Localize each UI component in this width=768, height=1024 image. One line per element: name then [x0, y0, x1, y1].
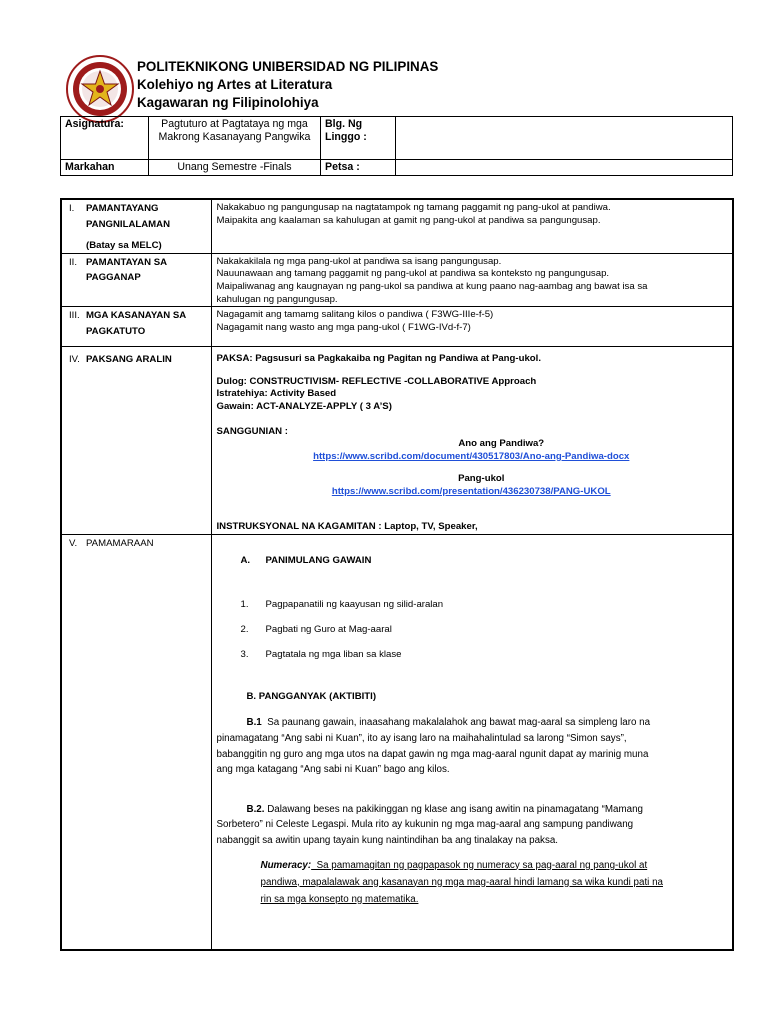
reference-title: Ano ang Pandiwa?	[458, 438, 545, 450]
reference-link[interactable]: https://www.scribd.com/document/430517803/Ano-ang-Pandiwa-docx	[313, 450, 630, 462]
section-number: IV.	[69, 354, 80, 366]
department-name: Kagawaran ng Filipinolohiya	[137, 95, 319, 110]
list-number: 2.	[240, 623, 249, 635]
list-number: 1.	[240, 598, 249, 610]
numeracy-line: Sa pamamagitan ng pagpapasok ng numeracy sa pag-aaral ng pang-ukol at	[311, 859, 648, 871]
b2-paragraph	[217, 802, 727, 849]
section-label-cell	[61, 253, 211, 306]
section-content	[211, 199, 733, 253]
content-line: Maipaliwanag ang kaugnayan ng pang-ukol sa pandiwa at kung paano nag-aambag ang bawat isa sa	[216, 280, 648, 292]
sanggunian-heading: SANGGUNIAN :	[216, 425, 288, 437]
section-label-cell	[61, 347, 211, 535]
b1-line: pinamagatang “Ang sabi ni Kuan”, ito ay isang laro na maihahalintulad sa larong “Simon says”,	[216, 732, 627, 744]
markahan-value: Unang Semestre -Finals	[149, 160, 321, 176]
b2-line: Dalawang beses na pakikinggan ng klase ang isang awitin na pinamagatang “Mamang	[264, 803, 643, 815]
section-title: PAMAMARAAN	[86, 538, 154, 550]
kagamitan-text: INSTRUKSYONAL NA KAGAMITAN : Laptop, TV, Speaker,	[216, 520, 478, 532]
b1-line: ang mga katagang “Ang sabi ni Kuan” bago ang kilos.	[216, 764, 450, 776]
istratehiya-text: Istratehiya: Activity Based	[216, 388, 337, 400]
section-note: (Batay sa MELC)	[86, 240, 162, 252]
list-number: 3.	[240, 648, 249, 660]
section-number: I.	[69, 203, 75, 214]
subsection-letter: A.	[240, 555, 251, 567]
paksa-text: PAKSA: Pagsusuri sa Pagkakaiba ng Pagitan ng Pandiwa at Pang-ukol.	[216, 353, 541, 365]
b1-label: B.1	[246, 717, 262, 729]
content-line: Nagagamit ang tamamg salitang kilos o pandiwa ( F3WG-IIIe-f-5)	[216, 309, 494, 321]
b1-paragraph	[217, 715, 727, 777]
section-title: PAKSANG ARALIN	[86, 354, 172, 366]
asignatura-value: Pagtuturo at Pagtataya ng mga Makrong Kasanayang Pangwika	[149, 117, 321, 160]
section-row-pamamaraan	[61, 535, 733, 950]
numeracy-line: rin sa mga konsepto ng matematika.	[260, 893, 419, 905]
section-number: V.	[69, 538, 78, 550]
section-title-line2: PAGKATUTO	[86, 325, 146, 337]
university-name: POLITEKNIKONG UNIBERSIDAD NG PILIPINAS	[137, 59, 439, 74]
subsection-b-heading: B. PANGGANYAK (AKTIBITI)	[246, 690, 377, 702]
section-number: III.	[69, 310, 80, 322]
b2-label: B.2.	[246, 803, 265, 815]
section-row-mga-kasanayan	[61, 307, 733, 347]
list-item	[217, 623, 727, 636]
numeracy-label: Numeracy:	[260, 859, 312, 871]
section-content	[211, 347, 733, 535]
list-text: Pagtatala ng mga liban sa klase	[265, 648, 402, 660]
numeracy-line: pandiwa, mapalalawak ang kasanayan ng mga mag-aaral hindi lamang sa wika kundi pati na	[260, 876, 663, 888]
b2-line: Sorbetero” ni Celeste Legaspi. Mula rito ay kukunin ng mga mag-aaral ang sampung pandiwang	[216, 819, 634, 831]
section-row-paksang-aralin	[61, 347, 733, 535]
section-title: MGA KASANAYAN SA	[86, 310, 187, 322]
section-label-cell	[61, 199, 211, 253]
section-row-pamantayan-sa-pagganap	[61, 253, 733, 306]
linggo-label: Blg. Ng Linggo :	[321, 117, 396, 160]
b2-line: nabanggit sa awitin upang tayain kung naintindihan ba ang tinalakay na paksa.	[216, 834, 559, 846]
section-label-cell	[61, 307, 211, 347]
content-line: Nakakabuo ng pangungusap na nagtatampok ng tamang paggamit ng pang-ukol at pandiwa.	[216, 202, 611, 213]
section-content	[211, 307, 733, 347]
section-row-pamantayang-pangnilalaman	[61, 199, 733, 253]
content-line: Nakakakilala ng mga pang-ukol at pandiwa sa isang pangungusap.	[216, 255, 502, 267]
dulog-text: Dulog: CONSTRUCTIVISM- REFLECTIVE -COLLABORATIVE Approach	[216, 375, 537, 387]
section-content	[211, 253, 733, 306]
subsection-a-heading	[217, 555, 727, 568]
section-content	[211, 535, 733, 950]
list-text: Pagbati ng Guro at Mag-aaral	[265, 623, 392, 635]
linggo-value	[396, 117, 733, 160]
section-title-line2: PANGNILALAMAN	[86, 218, 171, 230]
section-label-cell	[61, 535, 211, 950]
asignatura-label: Asignatura:	[61, 117, 149, 160]
list-item	[217, 648, 727, 661]
list-item	[217, 598, 727, 611]
content-line: Nauunawaan ang tamang paggamit ng pang-ukol at pandiwa sa konteksto ng pangungusap.	[216, 268, 610, 280]
lesson-plan-table	[60, 198, 734, 951]
b1-line: babanggitin ng guro ang mga utos na dapat gawin ng mga mag-aaral ngunit dapat ay marinig muna	[216, 748, 649, 760]
numeracy-note	[217, 857, 727, 908]
gawain-text: Gawain: ACT-ANALYZE-APPLY ( 3 A’S)	[216, 400, 392, 412]
petsa-value	[396, 160, 733, 176]
b1-line: Sa paunang gawain, inaasahang makalalahok ang bawat mag-aaral sa simpleng laro na	[261, 717, 651, 729]
reference-title: Pang-ukol	[458, 473, 505, 485]
reference-link[interactable]: https://www.scribd.com/presentation/436230738/PANG-UKOL	[331, 485, 611, 497]
university-seal-logo	[66, 55, 134, 123]
section-title: PAMANTAYANG	[86, 203, 159, 214]
subsection-title: PANIMULANG GAWAIN	[265, 555, 372, 567]
content-line: kahulugan ng pangungusap.	[216, 293, 338, 305]
petsa-label: Petsa :	[321, 160, 396, 176]
section-number: II.	[69, 256, 77, 268]
course-info-table	[60, 116, 733, 176]
content-line: Nagagamit nang wasto ang mga pang-ukol ( F1WG-IVd-f-7)	[216, 321, 471, 333]
college-name: Kolehiyo ng Artes at Literatura	[137, 77, 333, 92]
content-line: Maipakita ang kaalaman sa kahulugan at gamit ng pang-ukol at pandiwa sa pangungusap.	[216, 214, 601, 226]
section-title-line2: PAGGANAP	[86, 272, 141, 284]
section-title: PAMANTAYAN SA	[86, 256, 168, 268]
markahan-label: Markahan	[61, 160, 149, 176]
list-text: Pagpapanatili ng kaayusan ng silid-aralan	[265, 598, 444, 610]
